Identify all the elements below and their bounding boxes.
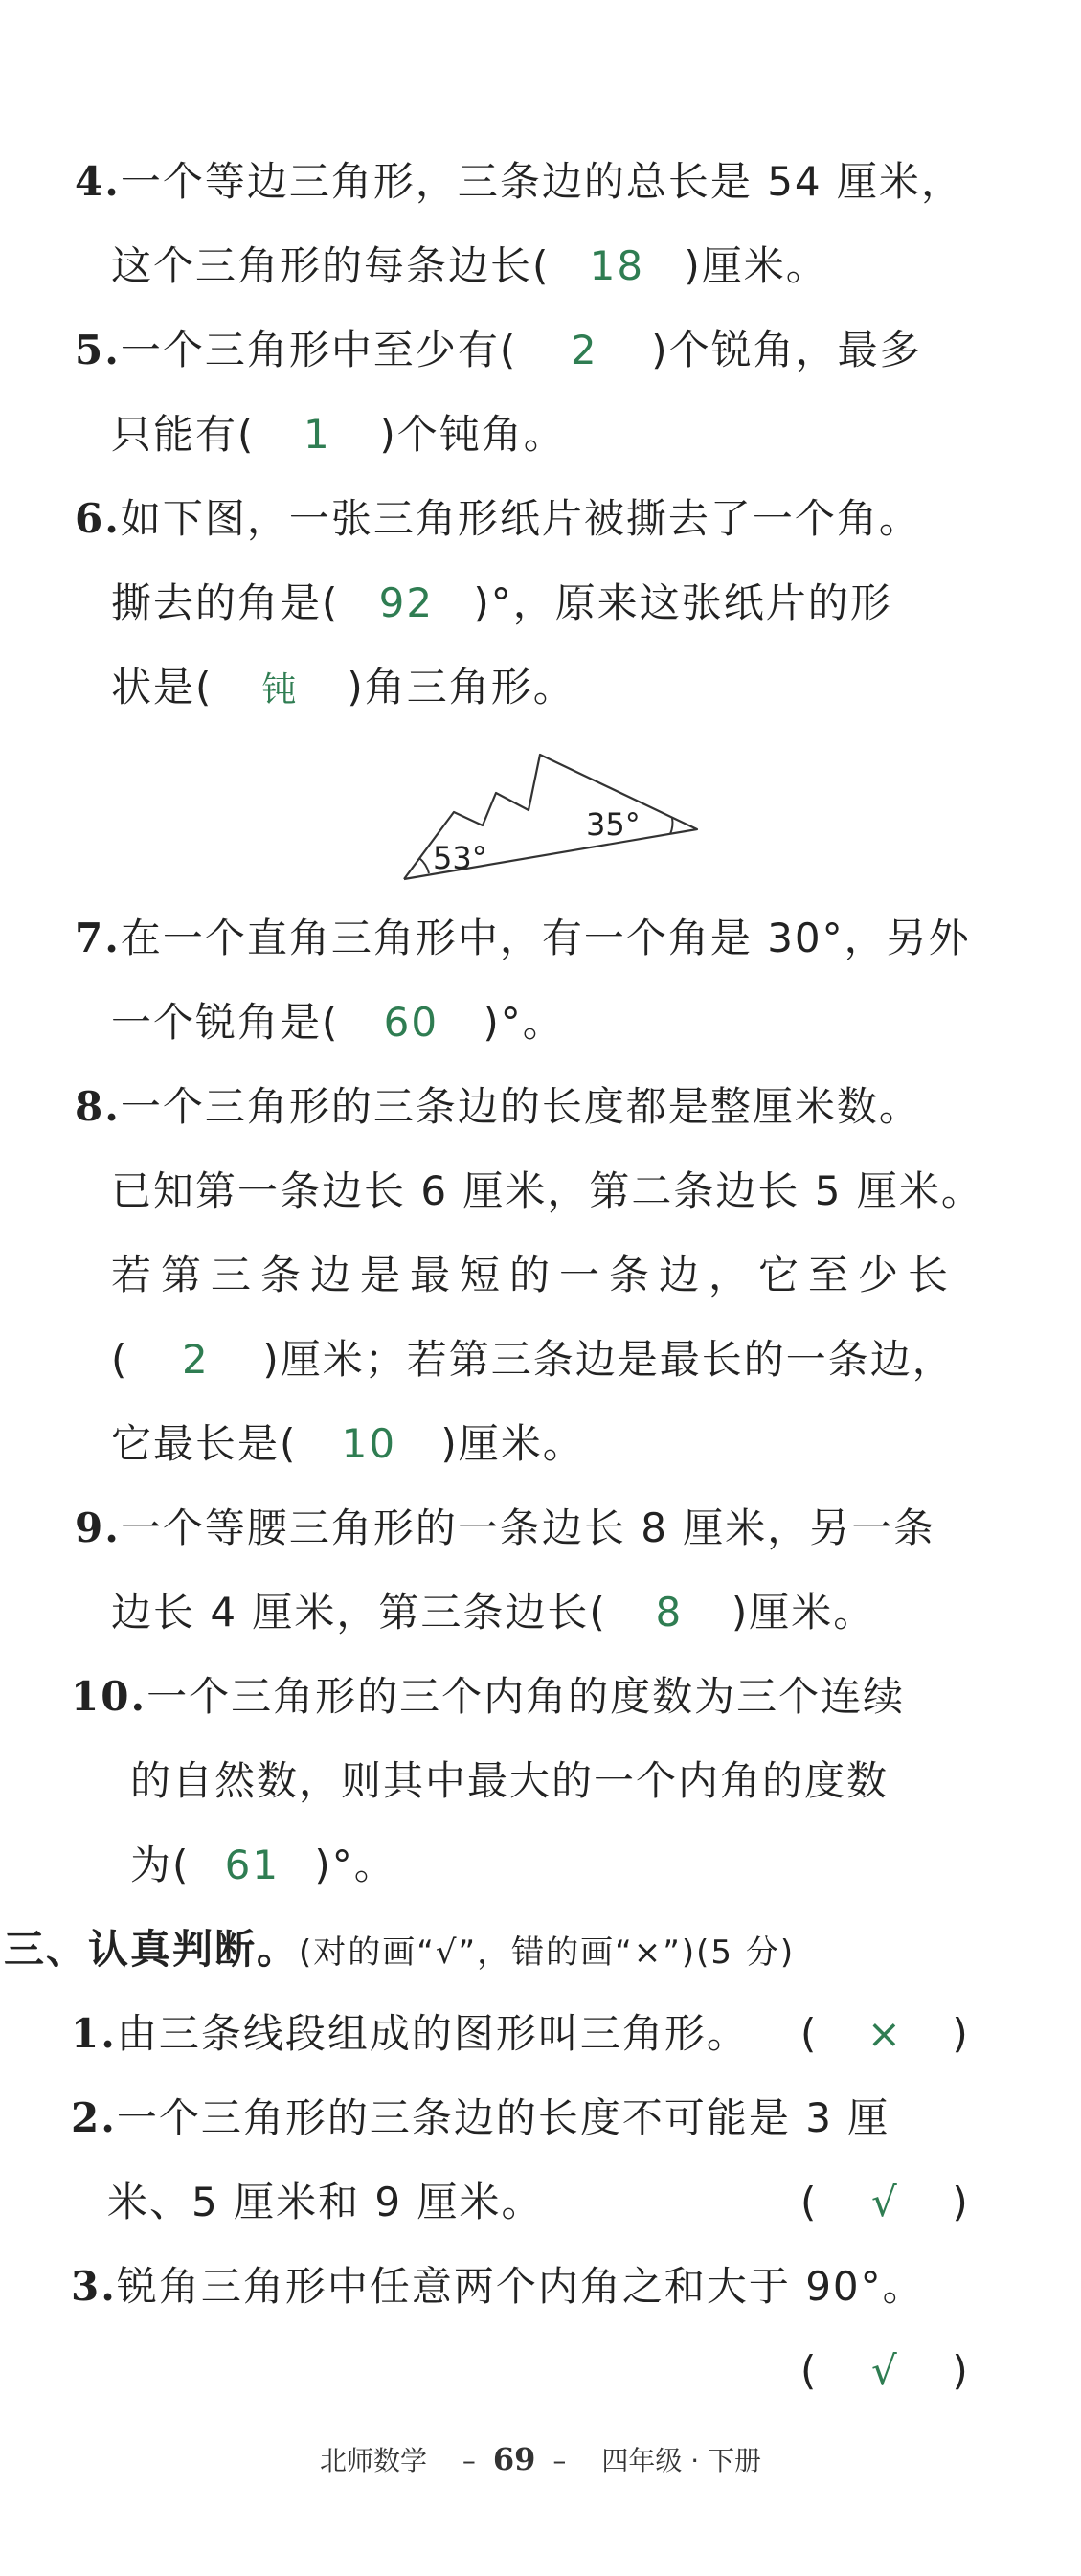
question-number: 1. [71, 2010, 117, 2057]
paren: ) [952, 2347, 970, 2394]
paren: ( [800, 2347, 819, 2394]
question-text: )角三角形。 [347, 664, 575, 711]
question-number: 3. [71, 2263, 117, 2310]
question-text: 一个等边三角形，三条边的总长是 54 厘米， [120, 158, 964, 205]
section-heading [4, 1921, 795, 1981]
question-number: 8. [75, 1083, 121, 1130]
question-text: 米、5 厘米和 9 厘米。 [107, 2179, 544, 2226]
answer: 8 [655, 1589, 684, 1636]
question-text: 一个等腰三角形的一条边长 8 厘米，另一条 [120, 1504, 936, 1551]
question-text: )°，原来这张纸片的形 [473, 579, 892, 626]
paren: ( [800, 2010, 819, 2057]
question-text: 一个三角形中至少有( [120, 327, 518, 373]
judge2-answer [800, 2174, 970, 2231]
q9-line2 [111, 1584, 875, 1641]
judge2-line2 [107, 2174, 544, 2231]
q10-line3 [130, 1837, 396, 1894]
question-text: )厘米；若第三条边是最长的一条边， [262, 1336, 955, 1383]
q10-line2 [130, 1752, 889, 1810]
question-text: )°。 [483, 999, 565, 1046]
answer: √ [871, 2347, 899, 2394]
question-text: 它最长是( [111, 1420, 298, 1467]
q6-line3 [111, 659, 575, 719]
judge3-answer [800, 2342, 970, 2400]
answer: 钝 [261, 670, 299, 710]
question-number: 7. [75, 915, 121, 961]
question-text: 一个三角形的三条边的长度都是整厘米数。 [120, 1083, 921, 1130]
question-text: 若第三条边是最短的一条边，它至少长 [111, 1252, 958, 1299]
question-text: 在一个直角三角形中，有一个角是 30°，另外 [120, 915, 971, 961]
answer: 61 [224, 1842, 281, 1888]
question-text: )个钝角。 [379, 411, 566, 458]
answer: 92 [378, 579, 435, 626]
answer: 2 [570, 327, 598, 373]
question-text: 的自然数，则其中最大的一个内角的度数 [130, 1757, 890, 1804]
answer: × [867, 2010, 903, 2057]
question-text: )个锐角，最多 [651, 327, 922, 373]
q8-line3 [111, 1247, 957, 1304]
q5-line2 [111, 406, 566, 463]
angle-label-left: 53° [433, 840, 487, 876]
q7-line1 [75, 910, 971, 967]
footer-book-title: 北师数学 [319, 2445, 427, 2476]
question-text: 状是( [111, 664, 214, 711]
question-text: )厘米。 [684, 242, 828, 289]
q7-line2 [111, 994, 565, 1051]
question-text: 一个三角形的三条边的长度不可能是 3 厘 [116, 2094, 890, 2141]
paren: ) [952, 2179, 970, 2226]
page-footer: 北师数学 – 69 – 四年级 · 下册 [319, 2441, 762, 2477]
question-text: 由三条线段组成的图形叫三角形。 [116, 2010, 749, 2057]
question-number: 4. [75, 158, 121, 205]
answer: 1 [304, 411, 331, 458]
q6-line1 [75, 490, 921, 548]
footer-grade: 四年级 · 下册 [601, 2445, 762, 2476]
answer: 10 [341, 1420, 397, 1467]
question-text: 为( [130, 1842, 191, 1888]
section-note: (对的画“√”，错的画“×”)(5 分) [299, 1933, 796, 1972]
question-text: 只能有( [111, 411, 256, 458]
question-text: 这个三角形的每条边长( [111, 242, 551, 289]
question-number: 10. [71, 1673, 147, 1720]
question-text: 锐角三角形中任意两个内角之和大于 90°。 [116, 2263, 925, 2310]
section-title: 三、认真判断。 [4, 1926, 300, 1973]
q8-line4 [111, 1331, 955, 1389]
answer: √ [871, 2179, 899, 2226]
angle-label-right: 35° [586, 806, 641, 843]
question-text: )厘米。 [731, 1589, 876, 1636]
question-number: 9. [75, 1504, 121, 1551]
q8-line1 [75, 1078, 921, 1136]
q8-line2 [111, 1163, 983, 1220]
question-text: 一个锐角是( [111, 999, 340, 1046]
q4-line2 [111, 237, 828, 295]
q4-line1 [75, 153, 963, 211]
judge1-answer [800, 2005, 970, 2063]
question-number: 5. [75, 327, 121, 373]
question-text: 已知第一条边长 6 厘米，第二条边长 5 厘米。 [111, 1167, 983, 1214]
question-text: ( [111, 1336, 129, 1383]
question-number: 2. [71, 2094, 117, 2141]
question-text: 如下图，一张三角形纸片被撕去了一个角。 [120, 495, 921, 542]
question-text: 一个三角形的三个内角的度数为三个连续 [146, 1673, 906, 1720]
question-text: 撕去的角是( [111, 579, 340, 626]
torn-triangle-figure [383, 737, 709, 891]
q6-line2 [111, 575, 892, 632]
answer: 2 [182, 1336, 210, 1383]
q8-line5 [111, 1415, 585, 1473]
question-text: 边长 4 厘米，第三条边长( [111, 1589, 607, 1636]
judge2-line1 [71, 2090, 890, 2147]
question-text: )厘米。 [440, 1420, 585, 1467]
question-text: )°。 [314, 1842, 396, 1888]
judge1-line [71, 2005, 749, 2063]
paren: ( [800, 2179, 819, 2226]
q5-line1 [75, 322, 922, 379]
answer: 18 [589, 242, 645, 289]
answer: 60 [383, 999, 439, 1046]
judge3-line1 [71, 2258, 925, 2316]
page-number: 69 [492, 2441, 536, 2477]
q10-line1 [71, 1668, 905, 1726]
paren: ) [952, 2010, 970, 2057]
q9-line1 [75, 1500, 935, 1557]
question-number: 6. [75, 495, 121, 542]
